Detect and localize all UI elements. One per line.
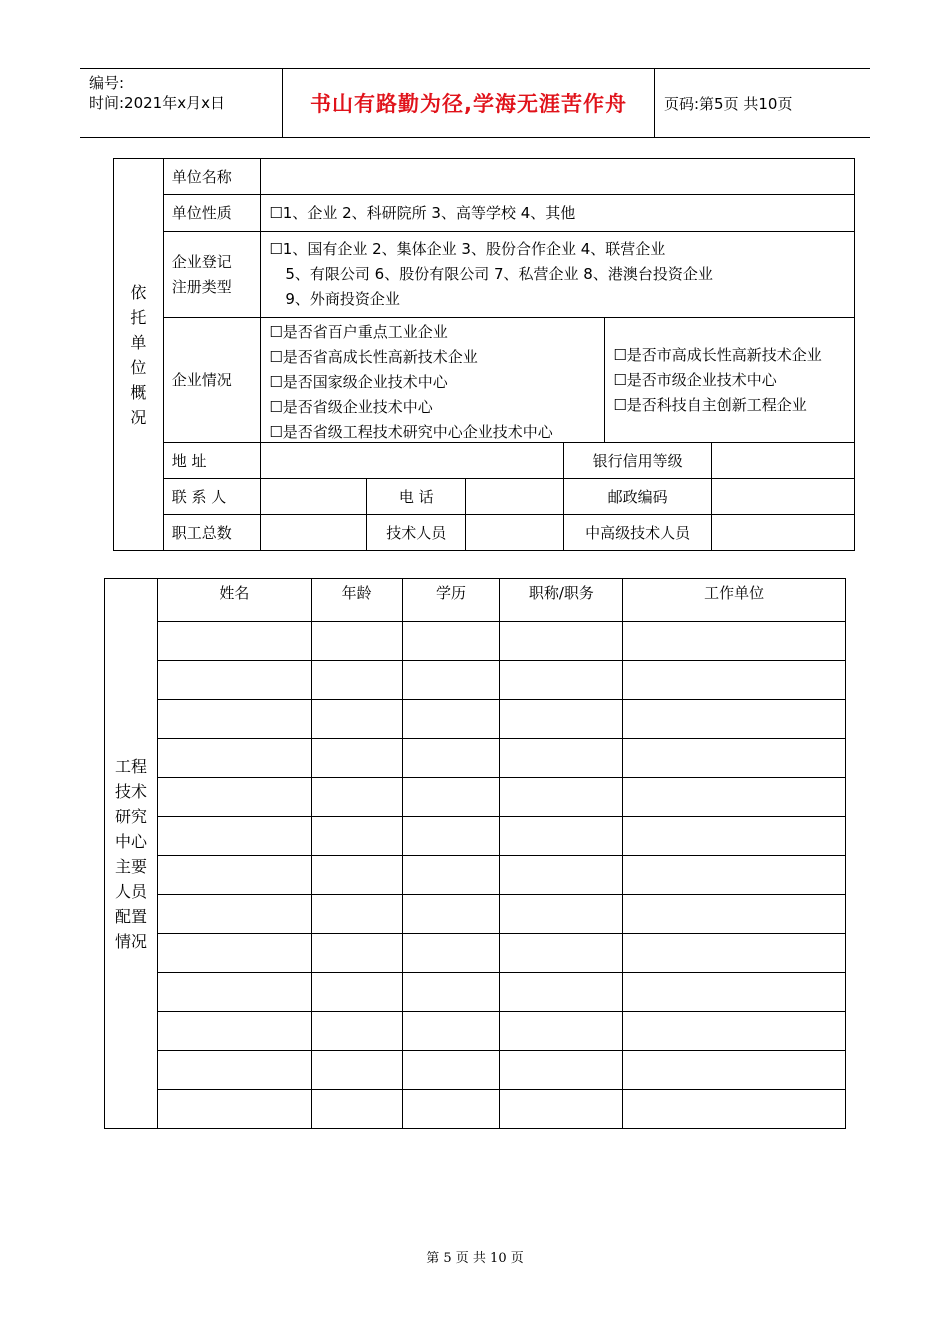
title-cell[interactable] bbox=[500, 622, 623, 661]
workplace-cell[interactable] bbox=[623, 1090, 846, 1129]
bank-credit-label: 银行信用等级 bbox=[564, 443, 712, 479]
title-cell[interactable] bbox=[500, 895, 623, 934]
status-options-cell bbox=[261, 318, 855, 443]
education-cell[interactable] bbox=[402, 778, 500, 817]
education-cell[interactable] bbox=[402, 622, 500, 661]
staff-total-label: 职工总数 bbox=[163, 515, 261, 551]
status-checkbox-item[interactable]: ☐是否省级企业技术中心 bbox=[269, 398, 433, 416]
page-footer: 第 5 页 共 10 页 bbox=[426, 1251, 524, 1266]
education-cell[interactable] bbox=[402, 700, 500, 739]
education-cell[interactable] bbox=[402, 817, 500, 856]
table-row bbox=[105, 1012, 846, 1051]
header-meta bbox=[89, 73, 225, 113]
age-cell[interactable] bbox=[311, 1090, 402, 1129]
unit-nature-label: 单位性质 bbox=[163, 195, 261, 232]
education-cell[interactable] bbox=[402, 1051, 500, 1090]
age-cell[interactable] bbox=[311, 661, 402, 700]
status-checkbox-item[interactable]: ☐是否市高成长性高新技术企业 bbox=[613, 345, 822, 364]
status-checkbox-item[interactable]: ☐是否国家级企业技术中心 bbox=[269, 373, 448, 391]
name-cell[interactable] bbox=[157, 934, 311, 973]
education-cell[interactable] bbox=[402, 1012, 500, 1051]
tech-staff-label: 技术人员 bbox=[367, 515, 466, 551]
title-cell[interactable] bbox=[500, 1051, 623, 1090]
education-cell[interactable] bbox=[402, 1090, 500, 1129]
table-row bbox=[105, 1051, 846, 1090]
table-row bbox=[105, 739, 846, 778]
phone-label: 电 话 bbox=[367, 479, 466, 515]
status-checkbox-item[interactable]: ☐是否省级工程技术研究中心企业技术中心 bbox=[269, 423, 553, 441]
column-header-age: 年龄 bbox=[311, 579, 402, 622]
table-row bbox=[105, 895, 846, 934]
workplace-cell[interactable] bbox=[623, 895, 846, 934]
table-row bbox=[105, 856, 846, 895]
unit-overview-title-cell bbox=[114, 159, 164, 551]
title-cell[interactable] bbox=[500, 1012, 623, 1051]
staff-total-field[interactable] bbox=[261, 515, 367, 551]
column-header-name: 姓名 bbox=[157, 579, 311, 622]
name-cell[interactable] bbox=[157, 817, 311, 856]
table-row bbox=[105, 700, 846, 739]
address-field[interactable] bbox=[261, 443, 564, 479]
age-cell[interactable] bbox=[311, 895, 402, 934]
workplace-cell[interactable] bbox=[623, 973, 846, 1012]
unit-nature-options[interactable]: ☐1、企业 2、科研院所 3、高等学校 4、其他 bbox=[261, 195, 855, 232]
title-cell[interactable] bbox=[500, 934, 623, 973]
title-cell[interactable] bbox=[500, 739, 623, 778]
reg-type-label-cell bbox=[163, 232, 261, 318]
status-left-list bbox=[261, 318, 605, 442]
status-checkbox-item[interactable]: ☐是否市级企业技术中心 bbox=[613, 370, 777, 389]
table-row bbox=[105, 622, 846, 661]
workplace-cell[interactable] bbox=[623, 661, 846, 700]
senior-tech-field[interactable] bbox=[712, 515, 855, 551]
status-checkbox-item[interactable]: ☐是否省百户重点工业企业 bbox=[269, 323, 448, 341]
workplace-cell[interactable] bbox=[623, 778, 846, 817]
title-cell[interactable] bbox=[500, 817, 623, 856]
name-cell[interactable] bbox=[157, 1051, 311, 1090]
education-cell[interactable] bbox=[402, 895, 500, 934]
age-cell[interactable] bbox=[311, 1051, 402, 1090]
age-cell[interactable] bbox=[311, 973, 402, 1012]
postcode-field[interactable] bbox=[712, 479, 855, 515]
table-row bbox=[105, 973, 846, 1012]
table-row bbox=[105, 817, 846, 856]
title-cell[interactable] bbox=[500, 856, 623, 895]
senior-tech-label: 中高级技术人员 bbox=[564, 515, 712, 551]
time-label: 时间:2021年x月x日 bbox=[89, 94, 225, 112]
age-cell[interactable] bbox=[311, 856, 402, 895]
phone-field[interactable] bbox=[466, 479, 564, 515]
reg-type-label-line: 注册类型 bbox=[171, 277, 232, 296]
education-cell[interactable] bbox=[402, 739, 500, 778]
age-cell[interactable] bbox=[311, 817, 402, 856]
table-row bbox=[105, 661, 846, 700]
name-cell[interactable] bbox=[157, 622, 311, 661]
workplace-cell[interactable] bbox=[623, 700, 846, 739]
education-cell[interactable] bbox=[402, 661, 500, 700]
table-row bbox=[105, 1090, 846, 1129]
name-cell[interactable] bbox=[157, 778, 311, 817]
table-row bbox=[105, 778, 846, 817]
personnel-table bbox=[104, 578, 846, 1129]
age-cell[interactable] bbox=[311, 622, 402, 661]
number-label: 编号: bbox=[89, 74, 125, 92]
header-motto: 书山有路勤为径,学海无涯苦作舟 bbox=[310, 92, 627, 116]
contact-field[interactable] bbox=[261, 479, 367, 515]
personnel-title-cell bbox=[105, 579, 158, 1129]
age-cell[interactable] bbox=[311, 700, 402, 739]
workplace-cell[interactable] bbox=[623, 739, 846, 778]
reg-type-line: ☐1、国有企业 2、集体企业 3、股份合作企业 4、联营企业 bbox=[269, 240, 666, 258]
status-right-list bbox=[605, 318, 854, 442]
education-cell[interactable] bbox=[402, 973, 500, 1012]
address-label: 地 址 bbox=[163, 443, 261, 479]
education-cell[interactable] bbox=[402, 934, 500, 973]
header-divider bbox=[654, 69, 655, 137]
personnel-title: 工程技术研究中心主要人员配置情况 bbox=[114, 756, 147, 951]
unit-overview-table bbox=[113, 158, 855, 551]
unit-overview-title: 依托单位概况 bbox=[130, 282, 147, 427]
reg-type-line: 5、有限公司 6、股份有限公司 7、私营企业 8、港澳台投资企业 bbox=[285, 265, 713, 283]
title-cell[interactable] bbox=[500, 1090, 623, 1129]
name-cell[interactable] bbox=[157, 700, 311, 739]
tech-staff-field[interactable] bbox=[466, 515, 564, 551]
title-cell[interactable] bbox=[500, 700, 623, 739]
age-cell[interactable] bbox=[311, 739, 402, 778]
unit-name-label: 单位名称 bbox=[163, 159, 261, 195]
title-cell[interactable] bbox=[500, 661, 623, 700]
name-cell[interactable] bbox=[157, 1012, 311, 1051]
header-page-info: 页码:第5页 共10页 bbox=[664, 95, 793, 113]
workplace-cell[interactable] bbox=[623, 817, 846, 856]
name-cell[interactable] bbox=[157, 973, 311, 1012]
reg-type-label-line: 企业登记 bbox=[171, 252, 232, 271]
workplace-cell[interactable] bbox=[623, 1012, 846, 1051]
column-header-education: 学历 bbox=[402, 579, 500, 622]
column-header-workplace: 工作单位 bbox=[623, 579, 846, 622]
workplace-cell[interactable] bbox=[623, 934, 846, 973]
status-label: 企业情况 bbox=[163, 318, 261, 443]
column-header-title: 职称/职务 bbox=[500, 579, 623, 622]
workplace-cell[interactable] bbox=[623, 1051, 846, 1090]
name-cell[interactable] bbox=[157, 739, 311, 778]
status-checkbox-item[interactable]: ☐是否省高成长性高新技术企业 bbox=[269, 348, 478, 366]
postcode-label: 邮政编码 bbox=[564, 479, 712, 515]
reg-type-options[interactable] bbox=[261, 232, 855, 318]
name-cell[interactable] bbox=[157, 895, 311, 934]
unit-name-field[interactable] bbox=[261, 159, 855, 195]
workplace-cell[interactable] bbox=[623, 622, 846, 661]
bank-credit-field[interactable] bbox=[712, 443, 855, 479]
table-row bbox=[105, 934, 846, 973]
name-cell[interactable] bbox=[157, 1090, 311, 1129]
name-cell[interactable] bbox=[157, 856, 311, 895]
title-cell[interactable] bbox=[500, 778, 623, 817]
document-header bbox=[80, 68, 870, 138]
education-cell[interactable] bbox=[402, 856, 500, 895]
age-cell[interactable] bbox=[311, 1012, 402, 1051]
reg-type-line: 9、外商投资企业 bbox=[285, 290, 400, 308]
workplace-cell[interactable] bbox=[623, 856, 846, 895]
name-cell[interactable] bbox=[157, 661, 311, 700]
status-checkbox-item[interactable]: ☐是否科技自主创新工程企业 bbox=[613, 395, 807, 414]
age-cell[interactable] bbox=[311, 778, 402, 817]
contact-label: 联 系 人 bbox=[163, 479, 261, 515]
age-cell[interactable] bbox=[311, 934, 402, 973]
title-cell[interactable] bbox=[500, 973, 623, 1012]
